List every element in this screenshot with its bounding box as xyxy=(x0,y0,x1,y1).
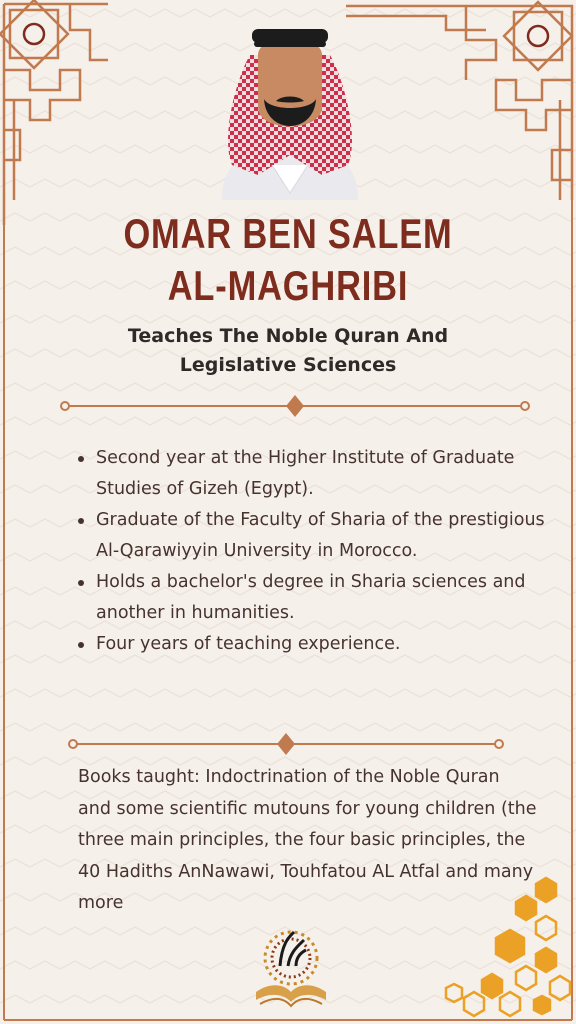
teacher-name-line2: AL-MAGHRIBI xyxy=(167,262,409,309)
teaching-subject-line2: Legislative Sciences xyxy=(179,354,397,376)
list-item: Holds a bachelor's degree in Sharia sciences and another in humanities. xyxy=(76,567,546,629)
teacher-name-line1: OMAR BEN SALEM xyxy=(123,210,453,257)
list-item: Second year at the Higher Institute of Graduate Studies of Gizeh (Egypt). xyxy=(76,443,546,505)
section-divider xyxy=(58,394,532,418)
man-in-keffiyeh-avatar xyxy=(210,15,370,200)
honeycomb-hexagons-decor xyxy=(440,872,576,1024)
section-divider xyxy=(66,732,506,756)
list-item: Graduate of the Faculty of Sharia of the prestigious Al-Qarawiyyin University in Morocco. xyxy=(76,505,546,567)
teaching-subject-line1: Teaches The Noble Quran And xyxy=(127,325,449,347)
open-book-calligraphy-logo xyxy=(250,922,332,1012)
qualifications-list xyxy=(76,443,546,660)
list-item: Four years of teaching experience. xyxy=(76,629,546,660)
top-left-corner-ornament xyxy=(0,0,112,230)
top-right-corner-ornament xyxy=(346,0,576,210)
teaching-subject xyxy=(60,322,516,380)
books-taught: Books taught: Indoctrination of the Noble Quran and some scientific mutouns for young children (the three main principles, the four basic principles, the 40 Hadiths AnNawawi, Touhfatou AL Atfal and many more xyxy=(78,767,537,913)
teacher-name xyxy=(52,208,524,312)
